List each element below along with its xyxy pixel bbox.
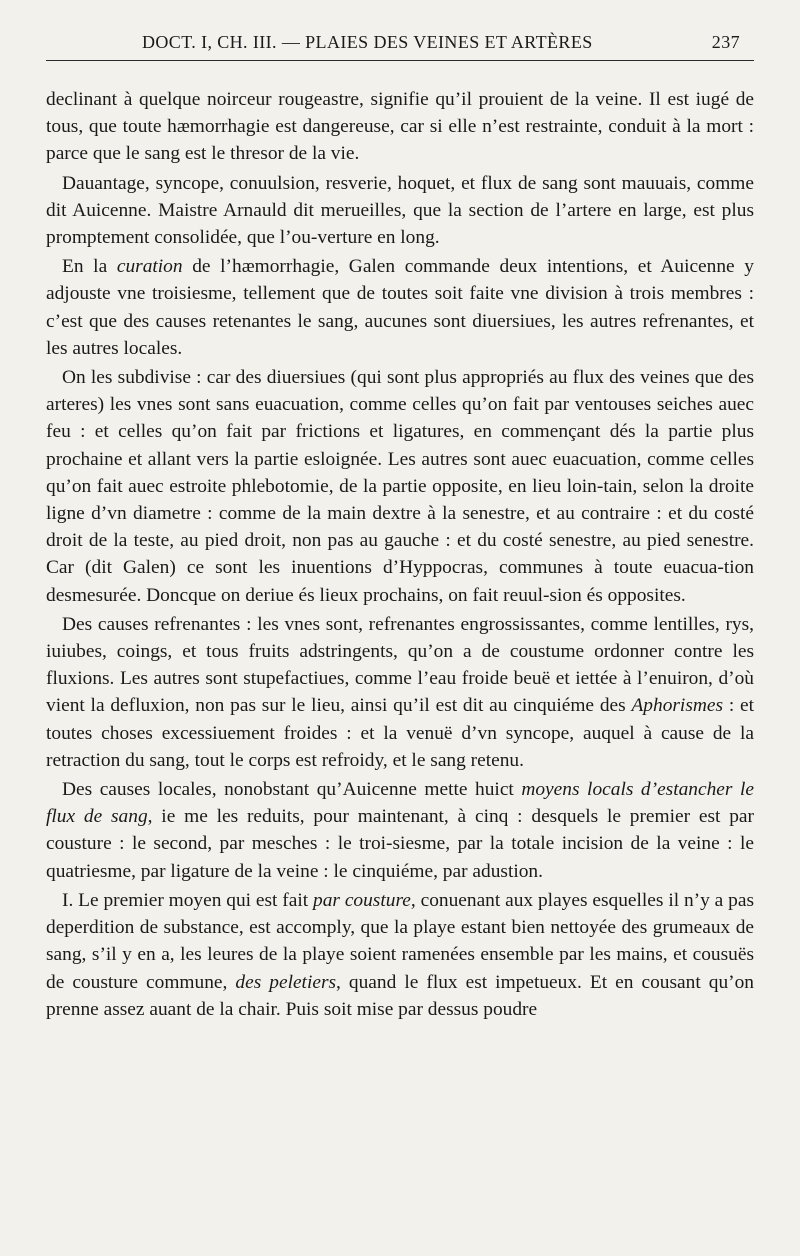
text-run: de l’hæmorrhagie, Galen commande deux intentions, et Auicenne y adjouste vne troisiesme, tellement que de toutes soit faite vne division à trois membres : c’est que des causes retenantes le sang, aucunes sont diuersiues, les autres refrenantes, et les autres locales. xyxy=(46,256,755,359)
text-run: Des causes locales, nonobstant qu’Auicenne mette huict xyxy=(62,779,522,801)
italic-text: Aphorismes xyxy=(631,695,724,717)
page-header xyxy=(46,28,754,61)
italic-text: curation xyxy=(116,256,183,278)
paragraph xyxy=(46,364,754,609)
page-number: 237 xyxy=(711,32,740,52)
body-text xyxy=(46,86,754,1023)
text-run: Dauantage, syncope, conuulsion, resverie, hoquet, et flux de sang sont mauuais, comme dit Auicenne. Maistre Arnauld dit merueilles, que la section de l’artere en large, est plus promptement consolidée, que l’ou-verture en long. xyxy=(46,172,754,249)
italic-text: des peletiers xyxy=(235,971,337,993)
text-run: , ie me les reduits, pour maintenant, à cinq : desquels le premier est par cousture : le second, par mesches : le troi-siesme, par la totale incision de la veine : le quatriesme, par ligature de la veine : le cinquiéme, par adustion. xyxy=(46,806,754,882)
paragraph xyxy=(46,776,754,885)
paragraph xyxy=(46,611,754,774)
text-run: En la xyxy=(62,256,117,278)
text-run: , conuenant aux playes esquelles il n’y a pas deperdition de substance, est accomply, que la playe estant bien nettoyée des grumeaux de sang, s’il y en a, les leures de la playe soient ramenées ensemble par les mains, et cousuës de cousture commune, xyxy=(46,889,754,993)
text-run: : et toutes choses excessiuement froides : et la venuë d’vn syncope, auquel à cause de la retraction du sang, tout le corps est refroidy, et le sang retenu. xyxy=(46,695,754,771)
paragraph xyxy=(46,86,754,168)
italic-text: par cousture xyxy=(313,889,411,911)
text-run: On les subdivise : car des diuersiues (qui sont plus appropriés au flux des veines que des arteres) les vnes sont sans euacuation, comme celles qu’on fait par ventouses seiches auec feu : et celles qu’on fait par frictions et ligatures, en commençant dés la partie plus prochaine et allant vers la partie esloignée. Les autres sont auec euacuation, comme celles qu’on fait auec estroite phlebotomie, de la partie opposite, en lieu loin-tain, selon la droite ligne d’vn diametre : comme de la main dextre à la senestre, et au contraire : et du costé droit de la teste, au pied droit, non pas au gauche : et du costé senestre, au pied senestre. Car (dit Galen) ce sont les inuentions d’Hyppocras, communes à toute euacua-tion desmesurée. Doncque on deriue és lieux prochains, on fait reuul-sion és opposites. xyxy=(46,367,754,606)
text-run: declinant à quelque noirceur rougeastre, signifie qu’il prouient de la veine. Il est iugé de tous, que toute hæmorrhagie est dangereuse, car si elle n’est restrainte, conduit à la mort : parce que le sang est le thresor de la vie. xyxy=(46,89,754,165)
text-run: I. Le premier moyen qui est fait xyxy=(62,889,314,911)
paragraph xyxy=(46,170,754,252)
text-run: , quand le flux est impetueux. Et en cousant qu’on prenne assez auant de la chair. Puis soit mise par dessus poudre xyxy=(46,971,754,1020)
text-run: Des causes refrenantes : les vnes sont, refrenantes engrossissantes, comme lentilles, rys, iuiubes, coings, et tous fruits adstringents, qu’on a de coustume ordonner contre les fluxions. Les autres sont stupefactiues, comme l’eau froide beuë et iettée à l’enuiron, d’où vient la defluxion, non pas sur le lieu, ainsi qu’il est dit au cinquiéme des xyxy=(46,613,754,717)
paragraph xyxy=(46,887,754,1023)
running-title: DOCT. I, CH. III. — PLAIES DES VEINES ET ARTÈRES xyxy=(142,32,593,52)
italic-text: moyens locals d’estancher le flux de sang xyxy=(46,779,754,828)
paragraph xyxy=(46,253,754,362)
